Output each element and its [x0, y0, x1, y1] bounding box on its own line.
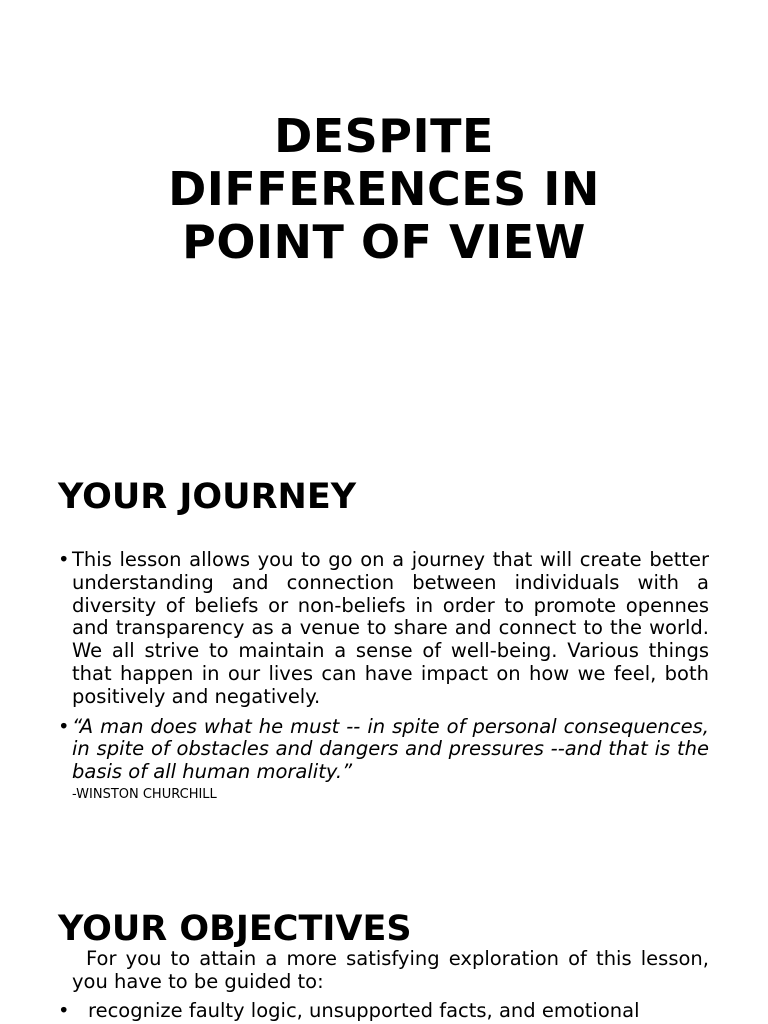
bullet-icon: •: [58, 714, 70, 738]
journey-heading: YOUR JOURNEY: [58, 477, 357, 517]
bullet-icon: •: [58, 999, 70, 1022]
title-line-3: POINT OF VIEW: [182, 215, 586, 269]
objectives-intro: For you to attain a more satisfying exploration of this lesson, you have to be guided to:: [72, 947, 709, 993]
title-line-1: DESPITE: [274, 109, 494, 163]
page-title: [0, 110, 768, 269]
objectives-heading: YOUR OBJECTIVES: [58, 909, 412, 949]
journey-list: [58, 549, 709, 804]
quote-bullet-item: [58, 716, 709, 804]
bullet-icon: •: [58, 548, 70, 571]
quote-text: “A man does what he must -- in spite of personal consequences, in spite of obstacles and dangers and pressures --and that is the basis of all human morality.”: [72, 714, 709, 784]
journey-item-text: This lesson allows you to go on a journey that will create better understanding and connection between individuals with a diversity of beliefs or non-beliefs in order to promote opennes and transparency as a venue to share and connect to the world. We all strive to maintain a sense of well-being. Various things that happen in our lives can have impact on how we feel, both positively and negatively.: [72, 548, 709, 708]
objective-bullet-item: [58, 1000, 709, 1023]
objectives-list: [58, 1000, 709, 1023]
journey-bullet-item: [58, 549, 709, 709]
title-line-2: DIFFERENCES IN: [168, 162, 600, 216]
quote-attribution: -WINSTON CHURCHILL: [72, 786, 217, 802]
objective-item-text: recognize faulty logic, unsupported facts, and emotional: [88, 999, 640, 1022]
